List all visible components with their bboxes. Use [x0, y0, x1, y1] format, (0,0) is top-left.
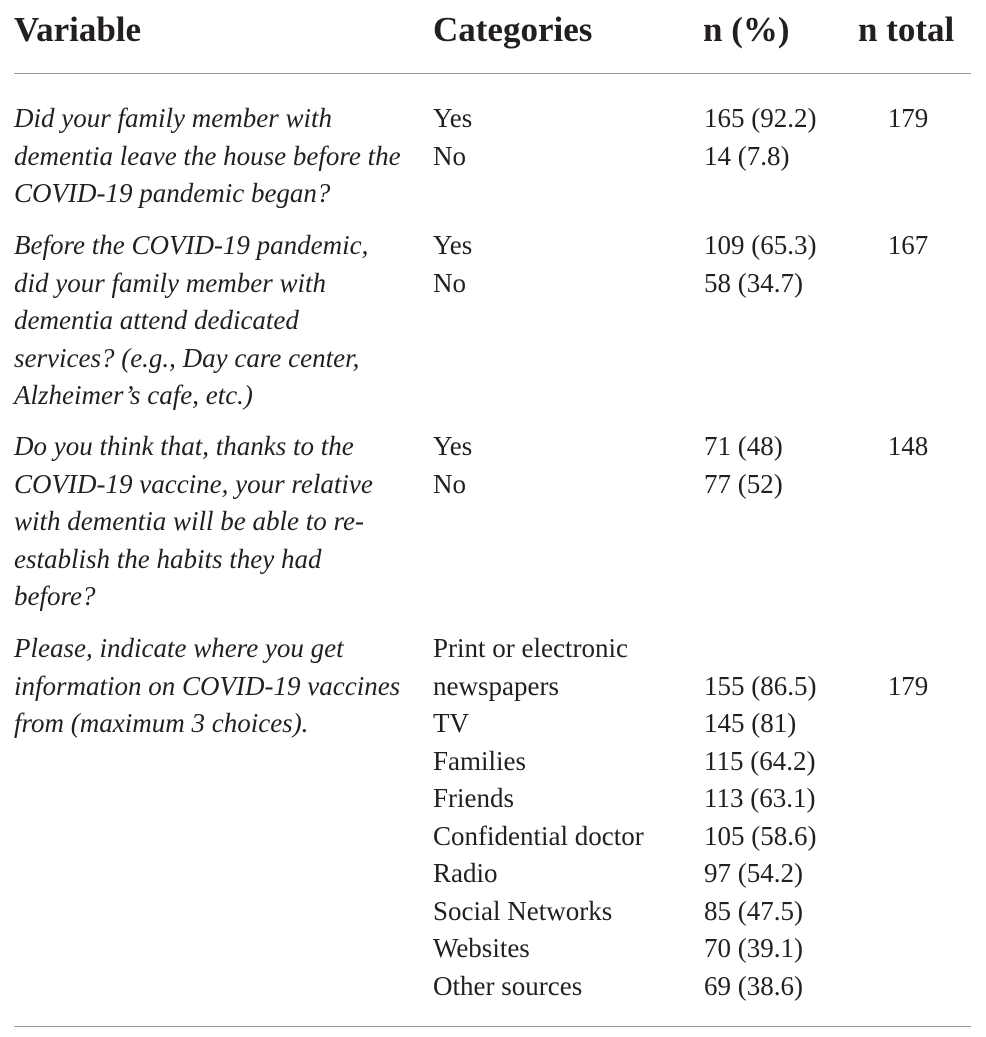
category-label: Yes [433, 431, 473, 461]
header-variable: Variable [14, 10, 142, 49]
variable-text: Please, indicate where you get information on COVID-19 vaccines from (maximum 3 choices). [14, 633, 401, 738]
category-label: Websites [433, 933, 530, 963]
category-label: Confidential doctor [433, 820, 644, 851]
variable-cell [14, 428, 404, 616]
n-percent-value: 69 (38.6) [704, 970, 803, 1001]
header-categories: Categories [433, 10, 593, 49]
n-total-value: 179 [887, 103, 929, 133]
category-label: No [433, 140, 466, 171]
n-percent-value: 165 (92.2) [704, 103, 817, 133]
n-percent-value: 77 (52) [704, 468, 783, 499]
variable-text: Do you think that, thanks to the COVID-19 vaccine, your relative with dementia will be able to re-establish the habits they had before? [14, 431, 373, 611]
n-percent-value: 105 (58.6) [704, 820, 817, 851]
variable-cell [14, 100, 404, 213]
categories-cell [433, 100, 693, 175]
n-percent-cell [704, 428, 844, 503]
header-divider [14, 73, 971, 74]
variable-text: Did your family member with dementia leave the house before the COVID-19 pandemic began? [14, 103, 401, 208]
n-percent-cell [704, 668, 844, 1006]
category-label: Radio [433, 858, 498, 888]
n-percent-value: 145 (81) [704, 708, 797, 738]
n-total-cell [858, 428, 958, 466]
n-percent-cell [704, 227, 844, 302]
n-percent-value: 71 (48) [704, 431, 783, 461]
category-label: Friends [433, 783, 514, 813]
n-total-value: 148 [887, 431, 929, 461]
n-percent-value: 115 (64.2) [704, 745, 816, 776]
n-percent-value: 109 (65.3) [704, 230, 817, 260]
category-label: Print or electronic newspapers [433, 633, 628, 701]
n-percent-value: 70 (39.1) [704, 933, 803, 963]
table-bottom-rule [14, 1026, 971, 1027]
category-label: No [433, 468, 466, 499]
category-label: No [433, 267, 466, 298]
category-label: Yes [433, 103, 473, 133]
categories-cell [433, 227, 693, 302]
n-total-cell [858, 227, 958, 265]
category-label: Yes [433, 230, 473, 260]
categories-cell [433, 630, 693, 1005]
category-label: Other sources [433, 970, 583, 1001]
n-percent-value: 85 (47.5) [704, 895, 803, 926]
n-percent-value: 14 (7.8) [704, 140, 790, 171]
variable-cell [14, 227, 404, 415]
category-label: Social Networks [433, 895, 613, 926]
n-total-value: 167 [887, 230, 929, 260]
n-total-cell [858, 668, 958, 706]
variable-cell [14, 630, 404, 743]
header-n-percent: n (%) [703, 10, 790, 49]
n-percent-value: 58 (34.7) [704, 267, 803, 298]
category-label: Families [433, 745, 526, 776]
n-percent-value: 113 (63.1) [704, 783, 816, 813]
n-percent-value: 97 (54.2) [704, 858, 803, 888]
categories-cell [433, 428, 693, 503]
variable-text: Before the COVID-19 pandemic, did your family member with dementia attend dedicated services? (e.g., Day care center, Alzheimer’s cafe, etc.) [14, 230, 369, 410]
n-total-cell [858, 100, 958, 138]
n-total-value: 179 [887, 670, 929, 701]
header-n-total: n total [858, 10, 955, 49]
n-percent-value: 155 (86.5) [704, 670, 817, 701]
n-percent-cell [704, 100, 844, 175]
category-label: TV [433, 708, 469, 738]
